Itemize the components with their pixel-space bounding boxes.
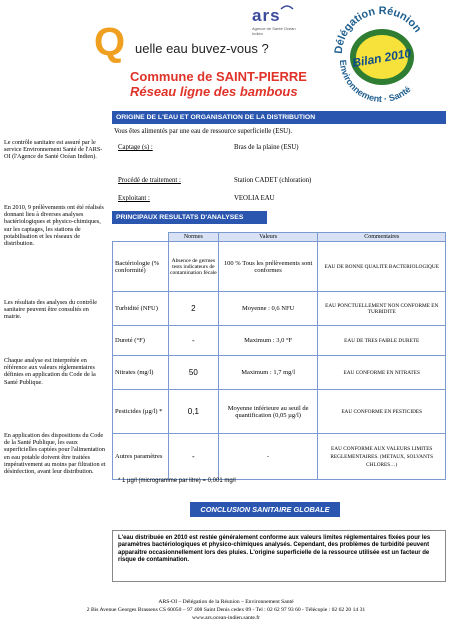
comment-text: EAU CONFORME EN NITRATES: [318, 356, 446, 390]
valeur-text: Maximum : 1,7 mg/l: [218, 356, 318, 390]
row-durete: [113, 326, 446, 356]
conclusion-text: L'eau distribuée en 2010 est restée généralement conforme aux valeurs limites réglementaires fixées pour les paramètres bactériologiques et physico-chimiques analysés. Cependant, des problèmes de turbidité peuvent apparaître occasionnellement lors des pluies. L'origine superficielle de la ressource utilisée est un facteur de risque de contamination.: [112, 530, 446, 582]
stamp-top-text: Délégation Réunion: [332, 4, 424, 55]
col-commentaires: Commentaires: [318, 233, 446, 242]
bilan-stamp: [320, 2, 444, 102]
exploitant-label: Exploitant :: [118, 195, 150, 202]
norme-value: 50: [168, 356, 218, 390]
param-label: Pesticides (µg/l) *: [113, 390, 169, 434]
valeur-text: Moyenne : 0,6 NFU: [218, 292, 318, 326]
stamp-bottom-text: Environnement · Santé: [337, 59, 413, 102]
comment-text: EAU DE BONNE QUALITE BACTERIOLOGIQUE: [318, 242, 446, 292]
valeur-text: Moyenne inférieure au seuil de quantification (0,05 µg/l): [218, 390, 318, 434]
stamp-year-text: Bilan 2010: [351, 45, 413, 71]
comment-text: EAU CONFORME AUX VALEURS LIMITES REGLEMENTAIRES. (METAUX, SOLVANTS CHLORES…): [318, 434, 446, 480]
resultats-heading: PRINCIPAUX RESULTATS D'ANALYSES: [112, 211, 267, 224]
col-normes: Normes: [168, 233, 218, 242]
results-table: [112, 232, 446, 480]
norme-text: Absence de germes tests indicateurs de contamination fécale: [168, 242, 218, 292]
commune-title: Commune de SAINT-PIERRE: [130, 69, 307, 84]
param-label: Nitrates (mg/l): [113, 356, 169, 390]
footer-website-link[interactable]: www.ars.ocean-indien.sante.fr: [192, 615, 260, 621]
captage-value: Bras de la plaine (ESU): [234, 144, 299, 151]
row-turbidite: [113, 292, 446, 326]
comment-text: EAU DE TRES FAIBLE DURETE: [318, 326, 446, 356]
sidebar-note-interpretation: Chaque analyse est interprétée en référence aux valeurs réglementaires définies en application du Code de la Santé Publique.: [4, 357, 96, 386]
row-pesticides: [113, 390, 446, 434]
ars-logo: [252, 6, 302, 38]
comment-text: EAU PONCTUELLEMENT NON CONFORME EN TURBIDITE: [318, 292, 446, 326]
ars-logo-mark-icon: [280, 4, 294, 10]
col-valeurs: Valeurs: [218, 233, 318, 242]
procede-label: Procédé de traitement :: [118, 177, 181, 184]
norme-value: -: [168, 434, 218, 480]
row-nitrates: [113, 356, 446, 390]
captage-label: Captage (s) :: [118, 144, 153, 151]
valeur-text: -: [218, 434, 318, 480]
footer-line-1: ARS-OI – Délégation de la Réunion – Environnement Santé: [158, 599, 294, 605]
origine-heading: ORIGINE DE L'EAU ET ORGANISATION DE LA DISTRIBUTION: [112, 111, 446, 124]
procede-value: Station CADET (chloration): [234, 177, 312, 184]
page-title: uelle eau buvez-vous ?: [135, 41, 269, 56]
param-label: Bactériologie (% conformité): [113, 242, 169, 292]
sidebar-note-prelevements: En 2010, 9 prélèvements ont été réalisés donnant lieu à diverses analyses bactériologiques et physico-chimiques, sur les captages, les stations de potabilisation et les réseaux de distribution.: [4, 204, 104, 248]
origine-intro: Vous êtes alimentés par une eau de ressource superficielle (ESU).: [114, 128, 293, 135]
sidebar-note-resultats: Les résultats des analyses du contrôle sanitaire peuvent être consultés en mairie.: [4, 299, 97, 321]
param-label: Dureté (°F): [113, 326, 169, 356]
norme-value: -: [168, 326, 218, 356]
norme-value: 2: [168, 292, 218, 326]
footer-line-2: 2 Bis Avenue Georges Brassens CS 60050 – 97 408 Saint Denis cedex 09 - Tel : 02 62 97 93 60 - Télécopie : 02 62 20 14 31: [86, 607, 366, 613]
comment-text: EAU CONFORME EN PESTICIDES: [318, 390, 446, 434]
param-label: Autres paramètres: [113, 434, 169, 480]
title-initial: Q: [94, 20, 126, 64]
sidebar-note-controle: Le contrôle sanitaire est assuré par le service Environnement Santé de l'ARS-OI (l'Agence de Santé Océan Indien).: [4, 139, 103, 161]
row-autres: [113, 434, 446, 480]
results-header-row: [113, 233, 446, 242]
valeur-text: Maximum : 3,0 °F: [218, 326, 318, 356]
conclusion-heading: CONCLUSION SANITAIRE GLOBALE: [190, 502, 340, 517]
valeur-text: 100 % Tous les prélèvements sont conformes: [218, 242, 318, 292]
reseau-title: Réseau ligne des bambous: [130, 84, 298, 99]
row-bacteriologie: [113, 242, 446, 292]
ars-logo-text: ars: [252, 6, 281, 25]
footer: [0, 598, 452, 622]
units-footnote: * 1 µg/l (microgramme par litre) = 0,001 mg/l: [118, 478, 236, 484]
ars-logo-subtitle: Agence de Santé Océan Indien: [252, 26, 296, 36]
param-label: Turbidité (NFU): [113, 292, 169, 326]
norme-value: 0,1: [168, 390, 218, 434]
sidebar-note-traitement: En application des dispositions du Code de la Santé Publique, les eaux superficielles captées pour l'alimentation en eau potable doivent être traitées impérativement au moins par filtration et désinfection, avant leur distribution.: [4, 432, 106, 476]
exploitant-value: VEOLIA EAU: [234, 195, 275, 202]
